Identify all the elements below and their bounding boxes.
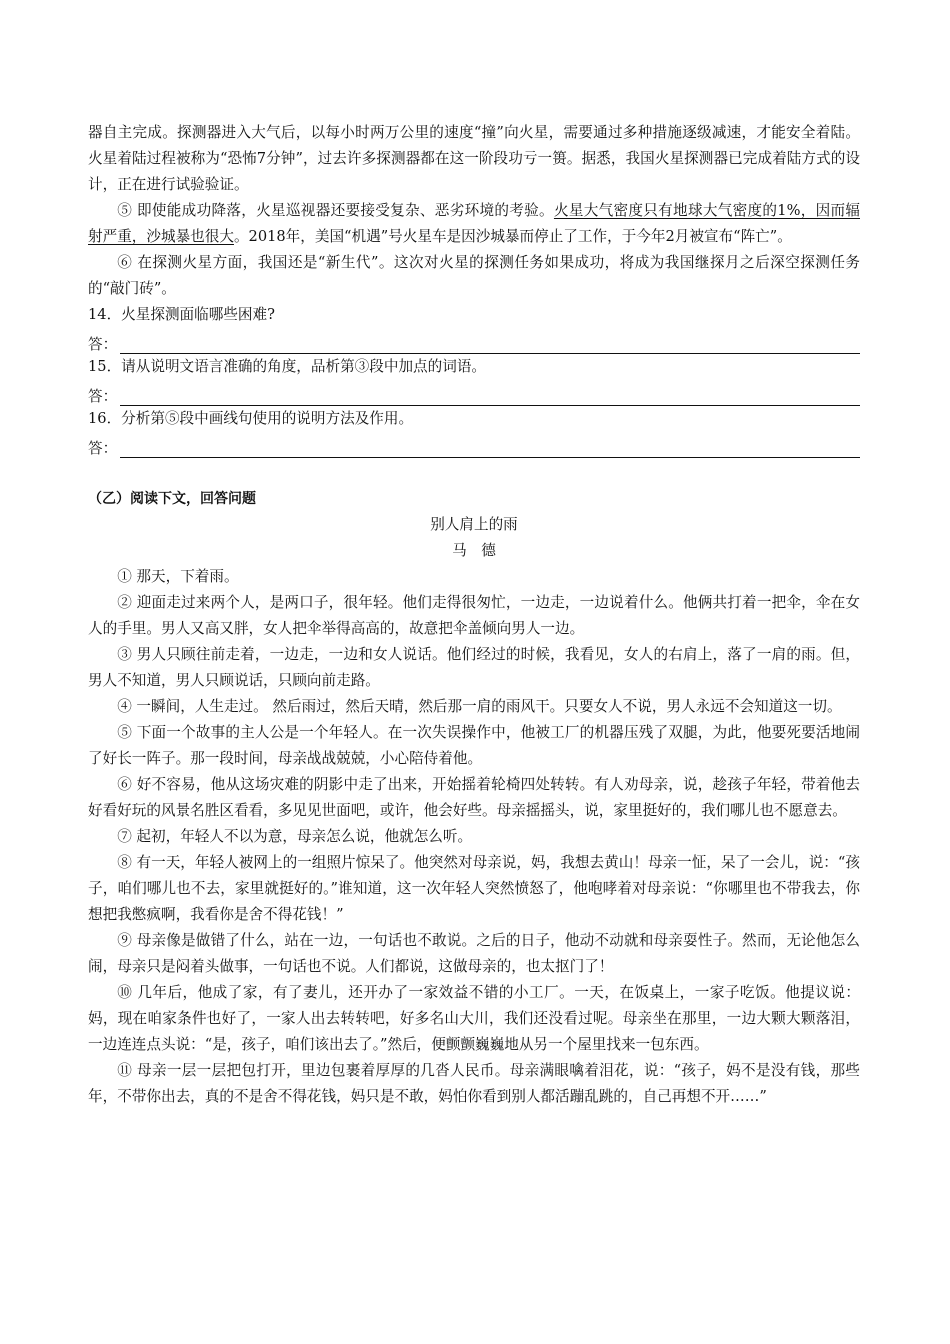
article-paragraph: ⑤ 下面一个故事的主人公是一个年轻人。在一次失误操作中，他被工厂的机器压残了双腿，为此，他要死要活地闹了好长一阵子。那一段时间，母亲战战兢兢，小心陪侍着他。 bbox=[88, 724, 860, 767]
paragraph-6: ⑥ 在探测火星方面，我国还是“新生代”。这次对火星的探测任务如果成功，将成为我国继探月之后深空探测任务的“敲门砖”。 bbox=[88, 254, 860, 297]
paragraph-4-continued: 器自主完成。探测器进入大气后，以每小时两万公里的速度“撞”向火星，需要通过多种措施逐级减速，才能安全着陆。火星着陆过程被称为“恐怖7分钟”，过去许多探测器都在这一阶段功亏一篑。据悉，我国火星探测器已完成着陆方式的设计，正在进行试验验证。 bbox=[88, 124, 860, 193]
document-content bbox=[88, 120, 860, 1110]
article-paragraph: ⑩ 几年后，他成了家，有了妻儿，还开办了一家效益不错的小工厂。一天，在饭桌上，一家子吃饭。他提议说：妈，现在咱家条件也好了，一家人出去转转吧，好多名山大川，我们还没看过呢。母亲坐在那里，一边大颗大颗落泪，一边连连点头说：“是，孩子，咱们该出去了。”然后，便颤颤巍巍地从另一个屋里找来一包东西。 bbox=[88, 984, 860, 1053]
answer-line-14[interactable] bbox=[88, 328, 860, 354]
answer-label: 答： bbox=[88, 440, 118, 457]
answer-line-15[interactable] bbox=[88, 380, 860, 406]
article-paragraph: ⑨ 母亲像是做错了什么，站在一边，一句话也不敢说。之后的日子，他动不动就和母亲耍性子。然而，无论他怎么闹，母亲只是闷着头做事，一句话也不说。人们都说，这做母亲的，也太抠门了！ bbox=[88, 932, 860, 975]
article-paragraph: ③ 男人只顾往前走着，一边走，一边和女人说话。他们经过的时候，我看见，女人的右肩上，落了一肩的雨。但，男人不知道，男人只顾说话，只顾向前走路。 bbox=[88, 646, 860, 689]
article-author: 马 德 bbox=[452, 542, 496, 559]
answer-label: 答： bbox=[88, 336, 118, 353]
answer-blank[interactable] bbox=[120, 441, 860, 458]
answer-line-16[interactable] bbox=[88, 432, 860, 458]
article-paragraph: ① 那天，下着雨。 bbox=[117, 568, 239, 585]
answer-blank[interactable] bbox=[120, 337, 860, 354]
article-paragraph: ⑧ 有一天，年轻人被网上的一组照片惊呆了。他突然对母亲说，妈，我想去黄山！母亲一怔，呆了一会儿，说：“孩子，咱们哪儿也不去，家里就挺好的。”谁知道，这一次年轻人突然愤怒了，他咆哮着对母亲说：“你哪里也不带我去，你想把我憋疯啊，我看你是舍不得花钱！” bbox=[88, 854, 860, 923]
underlined-sentence: 火星大气密度只有地球大气密度的1%，因而辐射严重，沙城暴也很大 bbox=[88, 202, 860, 245]
article-title: 别人肩上的雨 bbox=[430, 516, 518, 533]
paragraph-5-start: ⑤ 即使能成功降落，火星巡视器还要接受复杂、恶劣环境的考验。 bbox=[117, 202, 554, 219]
question-16: 16．分析第⑤段中画线句使用的说明方法及作用。 bbox=[88, 410, 414, 427]
answer-label: 答： bbox=[88, 388, 118, 405]
article-paragraph: ② 迎面走过来两个人，是两口子，很年轻。他们走得很匆忙，一边走，一边说着什么。他俩共打着一把伞，伞在女人的手里。男人又高又胖，女人把伞举得高高的，故意把伞盖倾向男人一边。 bbox=[88, 594, 860, 637]
question-15: 15．请从说明文语言准确的角度，品析第③段中加点的词语。 bbox=[88, 358, 487, 375]
article-paragraph: ⑦ 起初，年轻人不以为意，母亲怎么说，他就怎么听。 bbox=[117, 828, 473, 845]
article-paragraph: ⑪ 母亲一层一层把包打开，里边包裹着厚厚的几沓人民币。母亲满眼噙着泪花，说：“孩子，妈不是没有钱，那些年，不带你出去，真的不是舍不得花钱，妈只是不敢，妈怕你看到别人都活蹦乱跳的，自己再想不开……” bbox=[88, 1062, 860, 1105]
article-paragraph: ⑥ 好不容易，他从这场灾难的阴影中走了出来，开始摇着轮椅四处转转。有人劝母亲，说，趁孩子年轻，带着他去好看好玩的风景名胜区看看，多见见世面吧，或许，他会好些。母亲摇摇头，说，家里挺好的，我们哪儿也不愿意去。 bbox=[88, 776, 860, 819]
section-heading: （乙）阅读下文，回答问题 bbox=[88, 491, 256, 507]
paragraph-5-end: 。2018年，美国“机遇”号火星车是因沙城暴而停止了工作，于今年2月被宣布“阵亡”。 bbox=[233, 228, 792, 245]
question-14: 14．火星探测面临哪些困难? bbox=[88, 306, 275, 323]
answer-blank[interactable] bbox=[120, 389, 860, 406]
paragraph-5 bbox=[88, 198, 860, 250]
article-paragraph: ④ 一瞬间，人生走过。 然后雨过，然后天晴，然后那一肩的雨风干。只要女人不说，男人永远不会知道这一切。 bbox=[117, 698, 842, 715]
